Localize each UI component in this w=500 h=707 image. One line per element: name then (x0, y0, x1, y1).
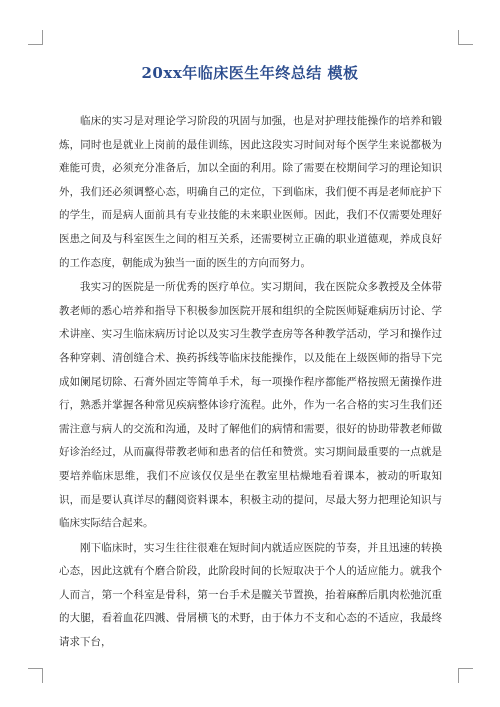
paragraph-1: 临床的实习是对理论学习阶段的巩固与加强，也是对护理技能操作的培养和锻炼，同时也是就业上岗前的最佳训练，因此这段实习时间对每个医学生来说都极为难能可贵，必须充分准备后，加以全面的利用。除了需要在校期间学习的理论知识外，我们还必须调整心态，明确自己的定位，下到临床，我们便不再是老师庇护下的学生，而是病人面前具有专业技能的未来职业医师。因此，我们不仅需要处理好医患之间及与科室医生之间的相互关系，还需要树立正确的职业道德观，养成良好的工作态度，朝能成为独当一面的医生的方向而努力。 (59, 115, 442, 269)
corner-mark-top-left (28, 30, 43, 45)
paragraph-3: 刚下临床时，实习生往往很难在短时间内就适应医院的节奏，并且迅速的转换心态，因此这就有个磨合阶段，此阶段时间的长短取决于个人的适应能力。就我个人而言，第一个科室是骨科，第一台手术是髋关节置换，抬着麻醉后肌肉松弛沉重的大腿，看着血花四溅、骨屑横飞的术野，由于体力不支和心态的不适应，我最终请求下台， (59, 541, 442, 649)
corner-mark-bottom-left (28, 668, 43, 683)
document-title: 20xx年临床医生年终总结 模板 (141, 64, 359, 82)
paragraph-2: 我实习的医院是一所优秀的医疗单位。实习期间，我在医院众多教授及全体带教老师的悉心培养和指导下积极参加医院开展和组织的全院医师疑难病历讨论、学术讲座、实习生临床病历讨论以及实习生教学查房等各种教学活动，学习和操作过各种穿刺、清创缝合术、换药拆线等临床技能操作，以及能在上级医师的指导下完成如阑尾切除、石膏外固定等简单手术，每一项操作程序都能严格按照无菌操作进行，熟悉并掌握各种常见疾病整体诊疗流程。此外，作为一名合格的实习生我们还需注意与病人的交流和沟通，及时了解他们的病情和需要，很好的协助带教老师做好诊治经过，从而赢得带教老师和患者的信任和赞赏。实习期间最重要的一点就是要培养临床思维，我们不应该仅仅是坐在教室里枯燥地看着课本，被动的听取知识，而是要认真详尽的翻阅资料课本，积极主动的提问，尽最大努力把理论知识与临床实际结合起来。 (59, 281, 442, 530)
document-body (59, 110, 442, 656)
corner-mark-bottom-right (458, 668, 473, 683)
corner-mark-top-right (458, 30, 473, 45)
